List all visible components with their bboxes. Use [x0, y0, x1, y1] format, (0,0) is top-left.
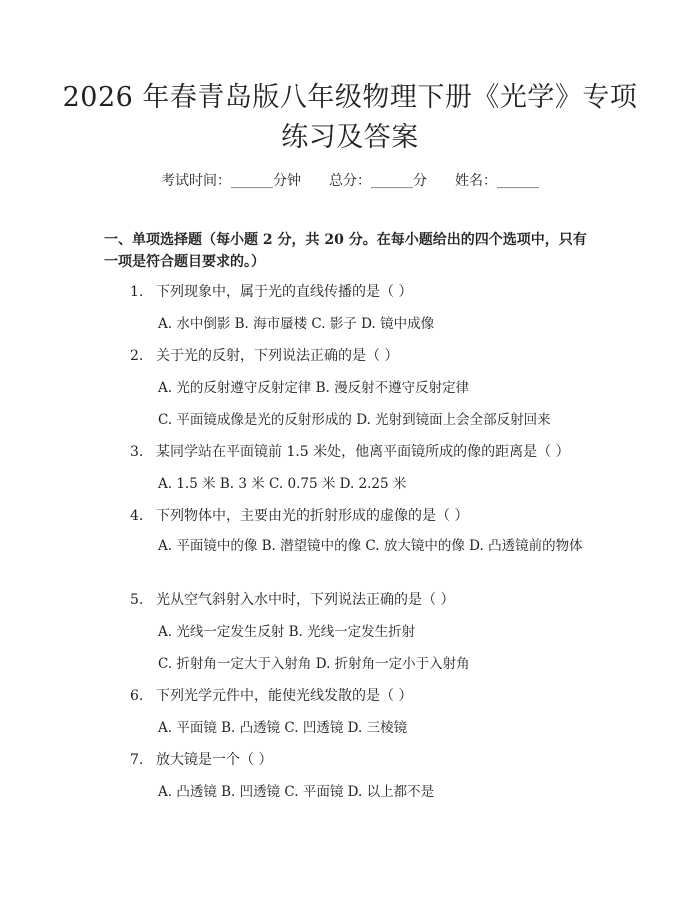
- question-stem: 光从空气斜射入水中时，下列说法正确的是（ ）: [156, 592, 455, 608]
- question-5-options-cd: C. 折射角一定大于入射角 D. 折射角一定小于入射角: [158, 656, 470, 672]
- question-number: 4.: [130, 508, 144, 524]
- question-2-options-ab: A. 光的反射遵守反射定律 B. 漫反射不遵守反射定律: [158, 380, 470, 396]
- question-stem: 下列现象中，属于光的直线传播的是（ ）: [156, 284, 413, 300]
- question-7-options: A. 凸透镜 B. 凹透镜 C. 平面镜 D. 以上都不是: [158, 784, 435, 800]
- question-3: [130, 442, 570, 462]
- question-stem: 下列物体中，主要由光的折射形成的虚像的是（ ）: [156, 508, 469, 524]
- exam-meta: [0, 170, 700, 190]
- question-stem: 放大镜是一个（ ）: [156, 752, 273, 768]
- question-5-options-ab: A. 光线一定发生反射 B. 光线一定发生折射: [158, 624, 416, 640]
- question-stem: 某同学站在平面镜前 1.5 米处，他离平面镜所成的像的距离是（ ）: [156, 444, 570, 460]
- question-2: [130, 346, 398, 366]
- question-6: [130, 686, 412, 706]
- question-number: 3.: [130, 444, 144, 460]
- page-title: 2026 年春青岛版八年级物理下册《光学》专项练习及答案: [62, 82, 638, 153]
- question-1-options: A. 水中倒影 B. 海市蜃楼 C. 影子 D. 镜中成像: [158, 316, 435, 332]
- section-heading: 一、单项选择题（每小题 2 分，共 20 分。在每小题给出的四个选项中，只有一项是符合题目要求的。）: [104, 232, 587, 270]
- question-number: 7.: [130, 752, 144, 768]
- question-4-options: A. 平面镜中的像 B. 潜望镜中的像 C. 放大镜中的像 D. 凸透镜前的物体: [158, 538, 583, 554]
- question-stem: 下列光学元件中，能使光线发散的是（ ）: [156, 688, 413, 704]
- question-5: [130, 590, 454, 610]
- question-1: [130, 282, 412, 302]
- question-number: 6.: [130, 688, 144, 704]
- question-6-options: A. 平面镜 B. 凸透镜 C. 凹透镜 D. 三棱镜: [158, 720, 408, 736]
- question-2-options-cd: C. 平面镜成像是光的反射形成的 D. 光射到镜面上会全部反射回来: [158, 412, 551, 428]
- exam-time-label: 考试时间：______分钟: [161, 173, 301, 189]
- question-number: 1.: [130, 284, 144, 300]
- question-number: 5.: [130, 592, 144, 608]
- student-name-label: 姓名：______: [455, 173, 539, 189]
- question-number: 2.: [130, 348, 144, 364]
- question-7: [130, 750, 272, 770]
- question-4: [130, 506, 468, 526]
- question-3-options: A. 1.5 米 B. 3 米 C. 0.75 米 D. 2.25 米: [158, 476, 407, 492]
- question-stem: 关于光的反射，下列说法正确的是（ ）: [156, 348, 399, 364]
- total-score-label: 总分：______分: [329, 173, 427, 189]
